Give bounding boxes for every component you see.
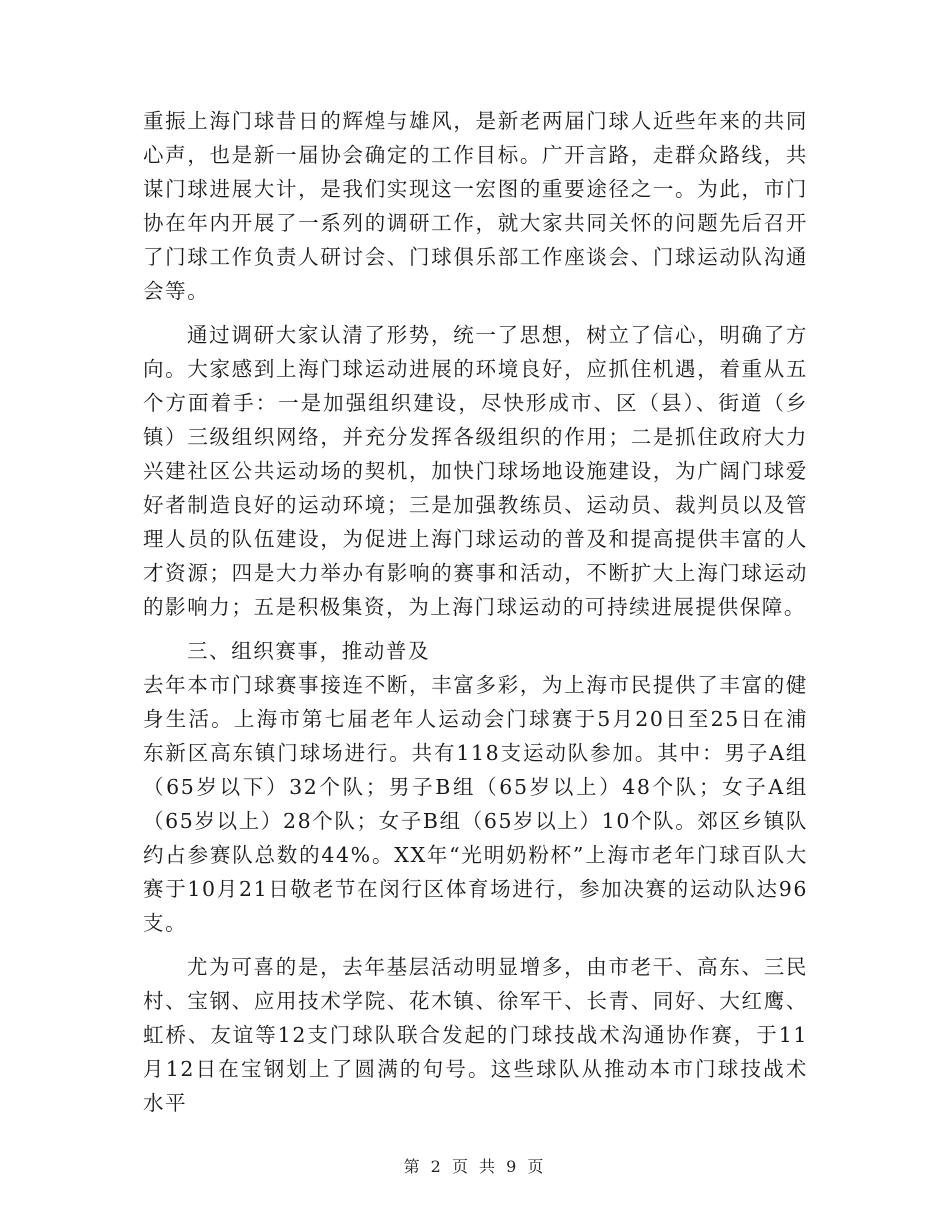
document-body	[143, 104, 808, 1120]
section-heading-events: 三、组织赛事，推动普及	[187, 639, 431, 663]
page-number-footer: 第 2 页 共 9 页	[403, 1157, 547, 1176]
paragraph-research-goals: 重振上海门球昔日的辉煌与雄风，是新老两届门球人近些年来的共同心声，也是新一届协会确定的工作目标。广开言路，走群众路线，共谋门球进展大计，是我们实现这一宏图的重要途径之一。为此，市门协在年内开展了一系列的调研工作，就大家共同关怀的问题先后召开了门球工作负责人研讨会、门球俱乐部工作座谈会、门球运动队沟通会等。	[143, 109, 808, 303]
paragraph-five-directions: 通过调研大家认清了形势，统一了思想，树立了信心，明确了方向。大家感到上海门球运动进展的环境良好，应抓住机遇，着重从五个方面着手：一是加强组织建设，尽快形成市、区（县）、街道（乡镇）三级组织网络，并充分发挥各级组织的作用；二是抓住政府大力兴建社区公共运动场的契机，加快门球场地设施建设，为广阔门球爱好者制造良好的运动环境；三是加强教练员、运动员、裁判员以及管理人员的队伍建设，为促进上海门球运动的普及和提高提供丰富的人才资源；四是大力举办有影响的赛事和活动，不断扩大上海门球运动的影响力；五是积极集资，为上海门球运动的可持续进展提供保障。	[143, 323, 808, 619]
paragraph-events-summary: 去年本市门球赛事接连不断，丰富多彩，为上海市民提供了丰富的健身生活。上海市第七届老年人运动会门球赛于5月20日至25日在浦东新区高东镇门球场进行。共有118支运动队参加。其中：男子A组（65岁以下）32个队；男子B组（65岁以上）48个队；女子A组（65岁以上）28个队；女子B组（65岁以上）10个队。郊区乡镇队约占参赛队总数的44%。XX年“光明奶粉杯”上海市老年门球百队大赛于10月21日敬老节在闵行区体育场进行，参加决赛的运动队达96支。	[143, 673, 808, 935]
paragraph-grassroots-activities: 尤为可喜的是，去年基层活动明显增多，由市老干、高东、三民村、宝钢、应用技术学院、花木镇、徐军干、长青、同好、大红鹰、虹桥、友谊等12支门球队联合发起的门球技战术沟通协作赛，于11月12日在宝钢划上了圆满的句号。这些球队从推动本市门球技战术水平	[143, 955, 808, 1115]
